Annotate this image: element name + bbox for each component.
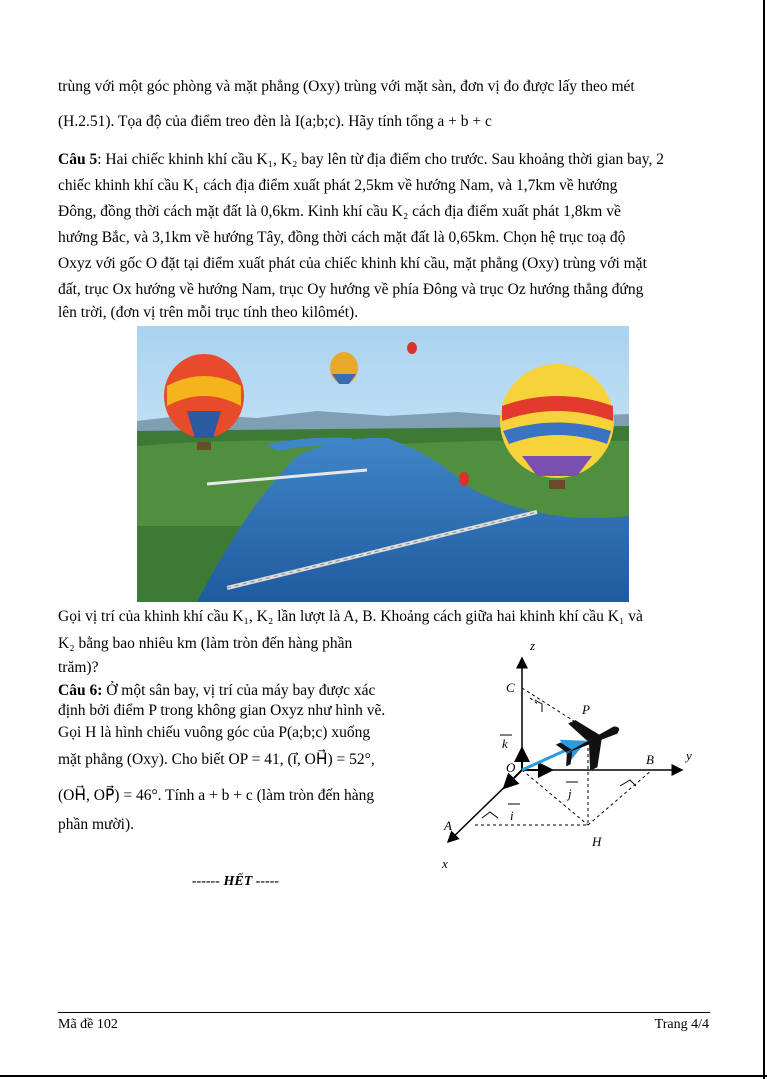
cau6-line-4: mặt phẳng (Oxy). Cho biết OP = 41, (i⃗, OH⃗) = 52°, xyxy=(58,751,375,768)
label-b: B xyxy=(646,752,654,767)
intro-line-2: (H.2.51). Tọa độ của điểm treo đèn là I(a;b;c). Hãy tính tổng a + b + c xyxy=(58,113,492,130)
op-vector xyxy=(522,742,584,770)
balloons-photo xyxy=(137,326,629,602)
label-k: k xyxy=(502,736,508,751)
cau6-line-2: định bởi điểm P trong không gian Oxyz như hình vẽ. xyxy=(58,702,386,719)
balloon-small xyxy=(330,352,358,384)
cau5-line-6: đất, trục Ox hướng về hướng Nam, trục Oy hướng về phía Đông và trục Oz hướng thẳng đứng xyxy=(58,281,644,298)
footer-exam-code: Mã đề 102 xyxy=(58,1017,118,1032)
cau6-line-5: (OH⃗, OP⃗) = 46°. Tính a + b + c (làm tròn đến hàng xyxy=(58,787,375,804)
label-z: z xyxy=(530,638,536,653)
label-i: i xyxy=(510,808,514,823)
cau5-line-4: hướng Bắc, và 3,1km về hướng Tây, đồng thời cách mặt đất là 0,65km. Chọn hệ trục toạ độ xyxy=(58,229,626,246)
page-border-right xyxy=(763,0,765,1079)
balloon-tiny xyxy=(407,342,417,354)
intro-line-1: trùng với một góc phòng và mặt phẳng (Oxy) trùng với mặt sàn, đơn vị đo được lấy theo mét xyxy=(58,78,635,95)
cau6-text-1: Ở một sân bay, vị trí của máy bay được xác xyxy=(102,682,376,699)
cau5-line-7: lên trời, (đơn vị trên mỗi trục tính theo kilômét). xyxy=(58,304,359,321)
label-j: j xyxy=(568,786,572,801)
label-c: C xyxy=(506,680,515,695)
page-border-bottom xyxy=(0,1075,767,1077)
cau5-text-1: : Hai chiếc khinh khí cầu K₁, K₂ bay lên từ địa điểm cho trước. Sau khoảng thời gian bay, 2 xyxy=(97,151,665,168)
cau5-line-5: Oxyz với gốc O đặt tại điểm xuất phát của chiếc khinh khí cầu, mặt phẳng (Oxy) trùng với mặt xyxy=(58,255,647,272)
cau6-line-1 xyxy=(58,681,375,701)
label-y: y xyxy=(686,748,692,763)
end-marker: ------ HẾT ----- xyxy=(192,874,280,889)
cau5-line-1 xyxy=(58,150,664,170)
cau5-question-3: trăm)? xyxy=(58,659,99,676)
cau6-label: Câu 6: xyxy=(58,682,103,699)
label-a: A xyxy=(444,818,452,833)
cau5-line-3: Đông, đồng thời cách mặt đất là 0,6km. Kinh khí cầu K₂ cách địa điểm xuất phát 1,8km về xyxy=(58,203,621,220)
cau5-label: Câu 5 xyxy=(58,151,98,168)
cau5-question-2: K₂ bằng bao nhiêu km (làm tròn đến hàng phần xyxy=(58,635,353,652)
cau6-line-6: phần mười). xyxy=(58,816,135,833)
cau5-question-1: Gọi vị trí của khinh khí cầu K₁, K₂ lần lượt là A, B. Khoảng cách giữa hai khinh khí cầu K₁ và xyxy=(58,608,643,625)
label-h: H xyxy=(592,834,602,849)
oxyz-diagram xyxy=(430,630,710,880)
label-x: x xyxy=(442,856,448,871)
balloon-tiny-2 xyxy=(459,472,469,486)
airplane-icon xyxy=(550,705,630,779)
cau5-line-2: chiếc khinh khí cầu K₁ cách địa điểm xuất phát 2,5km về hướng Nam, và 1,7km về hướng xyxy=(58,177,618,194)
footer-page-number: Trang 4/4 xyxy=(654,1017,709,1032)
cau6-line-3: Gọi H là hình chiếu vuông góc của P(a;b;c) xuống xyxy=(58,724,371,741)
label-p: P xyxy=(582,702,590,717)
footer-rule xyxy=(58,1012,710,1013)
label-o: O xyxy=(506,760,516,775)
